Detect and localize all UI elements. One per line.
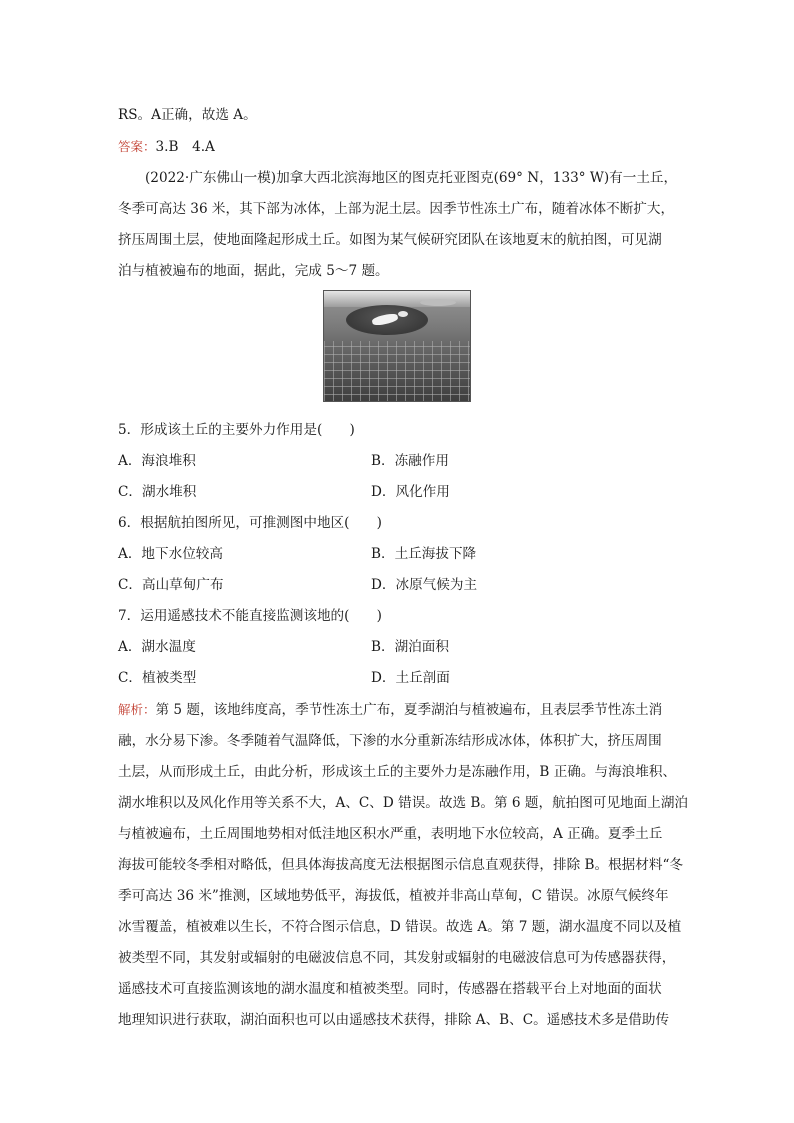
- passage-line-1: (2022·广东佛山一模)加拿大西北滨海地区的图克托亚图克(69° N，133° W)有一土丘，: [145, 170, 678, 186]
- analysis-line-11: 地理知识进行获取，湖泊面积也可以由遥感技术获得，排除 A、B、C。遥感技术多是借助传: [118, 1012, 670, 1028]
- question-5-option-d: D．风化作用: [371, 484, 450, 500]
- analysis-line-2: 融，水分易下渗。冬季随着气温降低，下渗的水分重新冻结形成冰体，体积扩大，挤压周围: [118, 733, 662, 749]
- analysis-line-1: [118, 694, 688, 726]
- answer-row: [118, 131, 688, 163]
- question-7-option-b: B．湖泊面积: [371, 639, 449, 655]
- question-7-option-d: D．土丘剖面: [371, 670, 450, 686]
- analysis-line-5: 与植被遍布，土丘周围地势相对低洼地区积水严重，表明地下水位较高，A 正确。夏季土丘: [118, 826, 663, 842]
- analysis-line-3: 土层，从而形成土丘，由此分析，形成该土丘的主要外力是冻融作用，B 正确。与海浪堆积、: [118, 764, 677, 780]
- question-6-option-d: D．冰原气候为主: [371, 577, 478, 593]
- question-6-option-b: B．土丘海拔下降: [371, 546, 477, 562]
- question-6-options-row-1: [118, 539, 688, 570]
- previous-answer-tail: RS。A正确，故选 A。: [118, 107, 257, 123]
- question-7-stem: 7．运用遥感技术不能直接监测该地的( ): [118, 608, 382, 624]
- question-7-options-row-1: [118, 632, 688, 663]
- analysis-line-4: 湖水堆积以及风化作用等关系不大，A、C、D 错误。故选 B。第 6 题，航拍图可见地面上湖泊: [118, 795, 689, 811]
- analysis-label: 解析：: [118, 702, 156, 717]
- answer-text: 3.B 4.A: [155, 139, 215, 155]
- question-6-option-a: A．地下水位较高: [118, 546, 223, 562]
- question-5-option-a: A．海浪堆积: [118, 453, 196, 469]
- analysis-line-10: 遥感技术可直接监测该地的湖水温度和植被类型。同时，传感器在搭载平台上对地面的面状: [118, 981, 662, 997]
- figure-container: [118, 290, 688, 408]
- question-5-stem: 5．形成该土丘的主要外力作用是( ): [118, 422, 355, 438]
- question-7-option-c: C．植被类型: [118, 670, 197, 686]
- question-7-option-a: A．湖水温度: [118, 639, 196, 655]
- aerial-photo: [323, 290, 471, 402]
- photo-tundra-polygons: [324, 341, 470, 402]
- passage-line-3: 挤压周围土层，使地面隆起形成土丘。如图为某气候研究团队在该地夏末的航拍图，可见湖: [118, 232, 662, 248]
- question-6-options-row-2: [118, 570, 688, 601]
- question-7-options-row-2: [118, 663, 688, 694]
- photo-snow-patch-small: [398, 311, 408, 317]
- question-6-option-c: C．高山草甸广布: [118, 577, 224, 593]
- analysis-text-1: 第 5 题，该地纬度高，季节性冻土广布，夏季湖泊与植被遍布，且表层季节性冻土消: [155, 702, 663, 718]
- passage-line-2: 冬季可高达 36 米，其下部为冰体，上部为泥土层。因季节性冻土广布，随着冰体不断扩大，: [118, 201, 675, 217]
- question-5-options-row-2: [118, 477, 688, 508]
- analysis-line-9: 被类型不同，其发射或辐射的电磁波信息不同，其发射或辐射的电磁波信息可为传感器获得，: [118, 950, 676, 966]
- question-5-option-b: B．冻融作用: [371, 453, 449, 469]
- question-5-option-c: C．湖水堆积: [118, 484, 197, 500]
- analysis-line-6: 海拔可能较冬季相对略低，但具体海拔高度无法根据图示信息直观获得，排除 B。根据材料“冬: [118, 857, 684, 873]
- passage-line-4: 泊与植被遍布的地面，据此，完成 5～7 题。: [118, 263, 389, 279]
- answer-label: 答案：: [118, 139, 156, 154]
- question-5-options-row-1: [118, 446, 688, 477]
- analysis-line-8: 冰雪覆盖，植被难以生长，不符合图示信息，D 错误。故选 A。第 7 题，湖水温度不同以及植: [118, 919, 682, 935]
- question-6-stem: 6．根据航拍图所见，可推测图中地区( ): [118, 515, 382, 531]
- photo-distant-lake: [420, 299, 456, 306]
- document-page: [118, 100, 688, 1036]
- analysis-line-7: 季可高达 36 米”推测，区域地势低平，海拔低，植被并非高山草甸，C 错误。冰原气候终年: [118, 888, 669, 904]
